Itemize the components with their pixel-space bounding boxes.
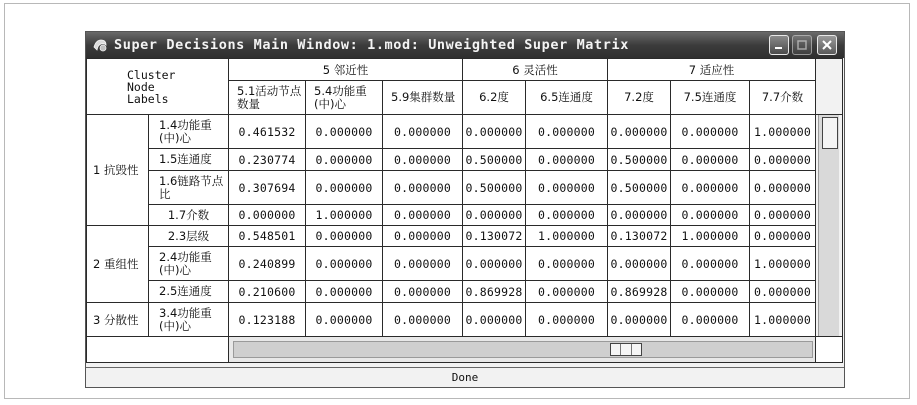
matrix-cell[interactable]: 0.000000 (671, 281, 750, 303)
matrix-cell[interactable]: 0.000000 (383, 115, 463, 149)
vertical-scrollbar[interactable] (816, 115, 843, 337)
matrix-cell[interactable]: 0.000000 (671, 205, 750, 226)
table-row (87, 247, 843, 281)
table-row (87, 171, 843, 205)
matrix-cell[interactable]: 0.000000 (750, 171, 816, 205)
corner-node-label: Node (127, 79, 155, 94)
node-label[interactable]: 1.5连通度 (149, 149, 229, 171)
column-group-5: 5 邻近性 (229, 59, 463, 81)
status-bar: Done (86, 367, 844, 387)
matrix-cell[interactable]: 0.000000 (383, 226, 463, 247)
matrix-cell[interactable]: 0.000000 (750, 226, 816, 247)
cluster-label[interactable]: 2 重组性 (87, 226, 149, 303)
vertical-scroll-track[interactable] (818, 115, 839, 336)
table-row (87, 303, 843, 337)
node-label[interactable]: 3.4功能重(中)心 (149, 303, 229, 337)
super-matrix-table (86, 58, 843, 363)
close-icon (821, 39, 833, 51)
node-label[interactable]: 2.5连通度 (149, 281, 229, 303)
matrix-cell[interactable]: 0.000000 (306, 149, 383, 171)
column-group-6: 6 灵活性 (463, 59, 608, 81)
matrix-cell[interactable]: 0.500000 (608, 171, 671, 205)
matrix-cell[interactable]: 0.000000 (306, 303, 383, 337)
matrix-cell[interactable]: 1.000000 (526, 226, 608, 247)
scroll-thumb-grip (632, 344, 641, 355)
matrix-cell[interactable]: 0.000000 (383, 205, 463, 226)
minimize-icon (773, 39, 785, 51)
maximize-icon (796, 39, 808, 51)
matrix-cell[interactable]: 0.210600 (229, 281, 306, 303)
matrix-cell[interactable]: 0.000000 (306, 171, 383, 205)
matrix-cell[interactable]: 0.500000 (608, 149, 671, 171)
matrix-cell[interactable]: 0.000000 (526, 149, 608, 171)
cluster-label[interactable]: 1 抗毁性 (87, 115, 149, 226)
corner-labels (87, 59, 229, 115)
column-header[interactable]: 7.2度 (608, 81, 671, 115)
horizontal-scroll-track[interactable] (233, 341, 813, 358)
matrix-cell[interactable]: 0.500000 (463, 171, 526, 205)
matrix-cell[interactable]: 0.000000 (750, 149, 816, 171)
scroll-thumb-grip (611, 344, 621, 355)
column-header[interactable]: 5.9集群数量 (383, 81, 463, 115)
column-header[interactable]: 6.2度 (463, 81, 526, 115)
matrix-cell[interactable]: 0.000000 (383, 247, 463, 281)
matrix-cell[interactable]: 0.000000 (526, 247, 608, 281)
matrix-cell[interactable]: 0.461532 (229, 115, 306, 149)
matrix-cell[interactable]: 0.230774 (229, 149, 306, 171)
matrix-cell[interactable]: 1.000000 (750, 247, 816, 281)
matrix-cell[interactable]: 0.240899 (229, 247, 306, 281)
matrix-cell[interactable]: 0.000000 (671, 115, 750, 149)
matrix-cell[interactable]: 0.123188 (229, 303, 306, 337)
matrix-cell[interactable]: 1.000000 (306, 205, 383, 226)
node-label[interactable]: 1.4功能重(中)心 (149, 115, 229, 149)
matrix-cell[interactable]: 0.000000 (463, 115, 526, 149)
matrix-cell[interactable]: 0.000000 (383, 149, 463, 171)
matrix-cell[interactable]: 1.000000 (750, 115, 816, 149)
horizontal-scrollbar[interactable] (229, 337, 816, 363)
corner-labels-label: Labels (127, 91, 169, 106)
bottom-left-blank (87, 337, 229, 363)
matrix-cell[interactable]: 0.000000 (383, 281, 463, 303)
column-group-7: 7 适应性 (608, 59, 816, 81)
matrix-cell[interactable]: 0.000000 (526, 205, 608, 226)
matrix-cell[interactable]: 0.000000 (306, 281, 383, 303)
matrix-cell[interactable]: 0.000000 (463, 247, 526, 281)
matrix-cell[interactable]: 0.000000 (671, 149, 750, 171)
matrix-cell[interactable]: 1.000000 (750, 303, 816, 337)
matrix-cell[interactable]: 0.000000 (608, 205, 671, 226)
column-header[interactable]: 7.7介数 (750, 81, 816, 115)
table-row (87, 149, 843, 171)
matrix-cell[interactable]: 0.000000 (750, 281, 816, 303)
matrix-cell[interactable]: 0.000000 (526, 115, 608, 149)
cluster-label[interactable]: 3 分散性 (87, 303, 149, 337)
screenshot-frame (4, 3, 910, 399)
matrix-cell[interactable]: 0.130072 (463, 226, 526, 247)
matrix-cell[interactable]: 0.000000 (526, 281, 608, 303)
matrix-cell[interactable]: 0.000000 (229, 205, 306, 226)
table-row (87, 205, 843, 226)
title-bar[interactable] (86, 32, 844, 58)
corner-cluster-label: Cluster (127, 67, 176, 82)
horizontal-scroll-thumb[interactable] (610, 343, 642, 356)
column-header[interactable]: 7.5连通度 (671, 81, 750, 115)
table-row (87, 281, 843, 303)
column-header[interactable]: 5.4功能重(中)心 (306, 81, 383, 115)
scroll-thumb-grip (621, 344, 631, 355)
matrix-cell[interactable]: 0.000000 (463, 205, 526, 226)
column-header[interactable]: 5.1活动节点数量 (229, 81, 306, 115)
node-label[interactable]: 1.7介数 (149, 205, 229, 226)
matrix-cell[interactable]: 0.000000 (671, 247, 750, 281)
matrix-cell[interactable]: 0.000000 (671, 171, 750, 205)
super-decisions-app-icon (91, 36, 109, 54)
matrix-cell[interactable]: 1.000000 (671, 226, 750, 247)
maximize-button[interactable] (792, 35, 812, 55)
table-row (87, 226, 843, 247)
matrix-cell[interactable]: 0.130072 (608, 226, 671, 247)
close-button[interactable] (817, 35, 837, 55)
matrix-cell[interactable]: 0.000000 (608, 115, 671, 149)
matrix-cell[interactable]: 0.000000 (526, 171, 608, 205)
header-scroll-gap (816, 59, 843, 115)
matrix-cell[interactable]: 0.000000 (306, 226, 383, 247)
node-label[interactable]: 2.3层级 (149, 226, 229, 247)
matrix-cell[interactable]: 0.000000 (306, 247, 383, 281)
matrix-cell[interactable]: 0.000000 (383, 303, 463, 337)
header-group-row (87, 59, 843, 81)
matrix-cell[interactable]: 0.000000 (526, 303, 608, 337)
matrix-cell[interactable]: 0.000000 (750, 205, 816, 226)
matrix-cell[interactable]: 0.500000 (463, 149, 526, 171)
matrix-cell[interactable]: 0.000000 (306, 115, 383, 149)
matrix-cell[interactable]: 0.000000 (608, 303, 671, 337)
scroll-corner (816, 337, 843, 363)
node-label[interactable]: 2.4功能重(中)心 (149, 247, 229, 281)
super-matrix-window (85, 31, 845, 388)
minimize-button[interactable] (769, 35, 789, 55)
vertical-scroll-thumb[interactable] (822, 117, 838, 149)
node-label[interactable]: 1.6链路节点比 (149, 171, 229, 205)
matrix-cell[interactable]: 0.000000 (608, 247, 671, 281)
scroll-row (87, 337, 843, 363)
matrix-cell[interactable]: 0.869928 (463, 281, 526, 303)
matrix-cell[interactable]: 0.307694 (229, 171, 306, 205)
matrix-cell[interactable]: 0.000000 (671, 303, 750, 337)
table-row (87, 115, 843, 149)
matrix-cell[interactable]: 0.869928 (608, 281, 671, 303)
window-title: Super Decisions Main Window: 1.mod: Unweighted Super Matrix (114, 37, 629, 53)
matrix-cell[interactable]: 0.000000 (383, 171, 463, 205)
matrix-cell[interactable]: 0.000000 (463, 303, 526, 337)
matrix-cell[interactable]: 0.548501 (229, 226, 306, 247)
column-header[interactable]: 6.5连通度 (526, 81, 608, 115)
